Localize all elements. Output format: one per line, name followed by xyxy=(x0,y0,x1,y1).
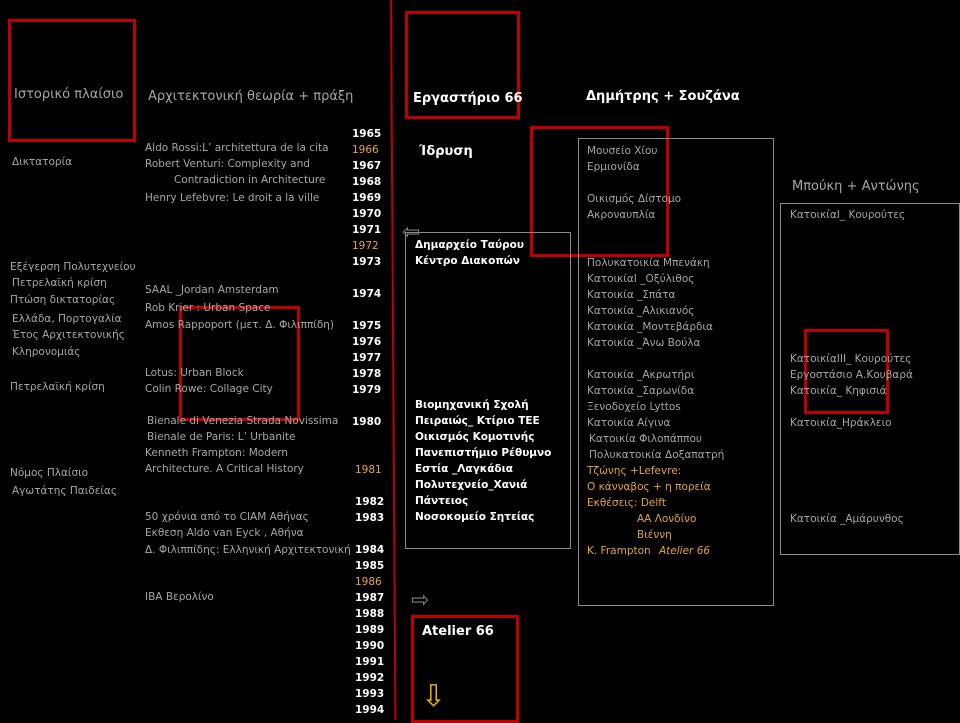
mpouki-project: ΚατοικίαΙΙΙ_ Κουρούτες xyxy=(790,353,912,365)
historical-event: Δικτατορία xyxy=(12,156,73,168)
historical-event: Πτώση δικτατορίας xyxy=(10,294,116,306)
timeline-divider-line xyxy=(390,0,396,720)
theory-practice-title: Αρχιτεκτονική θεωρία + πράξη xyxy=(148,89,354,104)
year-label: 1977 xyxy=(352,352,382,364)
year-label: 1966 xyxy=(352,144,379,156)
theory-item: SAAL _Jordan Amsterdam xyxy=(145,284,279,296)
ergastirio-title: Εργαστήριο 66 xyxy=(413,91,523,106)
ergastirio-project: Πολυτεχνείο_Χανιά xyxy=(415,479,528,491)
year-label: 1980 xyxy=(352,416,382,428)
year-label: 1984 xyxy=(355,544,385,556)
dimitris-project: Κατοικία _Σπάτα xyxy=(587,289,676,301)
ergastirio-project: Πειραιώς_ Κτίριο ΤΕΕ xyxy=(415,415,540,427)
mpouki-antonis-title: Μπούκη + Αντώνης xyxy=(792,179,920,194)
year-label: 1987 xyxy=(355,592,385,604)
historical-frame-box xyxy=(8,19,136,142)
theory-item: Δ. Φιλιππίδης: Ελληνική Αρχιτεκτονική xyxy=(145,544,351,556)
historical-context-title: Ιστορικό πλαίσιο xyxy=(14,87,124,102)
gray-right-arrow-icon: ⇨ xyxy=(411,588,430,613)
year-label: 1976 xyxy=(352,336,382,348)
dimitris-souzana-title: Δημήτρης + Σουζάνα xyxy=(586,89,740,104)
year-label: 1967 xyxy=(352,160,382,172)
ergastirio-project: Βιομηχανική Σχολή xyxy=(415,399,529,411)
dimitris-project: ΚατοικίαΙ _Οξύλιθος xyxy=(587,273,695,285)
dimitris-project: Κατοικία _Μοντεβάρδια xyxy=(587,321,713,333)
mpouki-project: Κατοικία _Αμάρυνθος xyxy=(790,513,904,525)
dimitris-project: Ερμιονίδα xyxy=(587,161,640,173)
historical-event: Νόμος Πλαίσιο xyxy=(10,467,89,479)
year-label: 1973 xyxy=(352,256,382,268)
year-label: 1972 xyxy=(352,240,379,252)
historical-event: Κληρονομιάς xyxy=(12,346,81,358)
ergastirio-project: Πανεπιστήμιο Ρέθυμνο xyxy=(415,447,552,459)
dimitris-project: Κατοικία _Σαρωνίδα xyxy=(587,385,695,397)
year-label: 1971 xyxy=(352,224,382,236)
theory-item: Aldo Rossi:L’ architettura de la cita xyxy=(145,142,329,154)
theory-item: Εκθεση Aldo van Eyck , Αθήνα xyxy=(145,527,304,539)
year-label: 1970 xyxy=(352,208,382,220)
theory-item: Bienale di Venezia Strada Novissima xyxy=(147,415,339,427)
idrysi-label: Ίδρυση xyxy=(419,144,473,159)
year-label: 1985 xyxy=(355,560,385,572)
dimitris-project: Κατοικία _Αλικιανός xyxy=(587,305,695,317)
theory-item: Bienale de Paris: L’ Urbanite xyxy=(147,431,296,443)
year-label: 1986 xyxy=(355,576,382,588)
year-label: 1969 xyxy=(352,192,382,204)
year-label: 1983 xyxy=(355,512,385,524)
historical-event: Πετρελαϊκή κρίση xyxy=(10,381,105,393)
theory-item: 50 χρόνια από το CIAM Αθήνας xyxy=(145,511,309,523)
ergastirio-project: Νοσοκομείο Σητείας xyxy=(415,511,535,523)
year-label: 1989 xyxy=(355,624,385,636)
dimitris-project: Πολυκατοικία Δοξαπατρή xyxy=(589,449,725,461)
dimitris-project: Κατοικία _Ακρωτήρι xyxy=(587,369,695,381)
dimitris-project: Βιέννη xyxy=(637,529,672,541)
year-label: 1991 xyxy=(355,656,385,668)
historical-event: Πετρελαϊκή κρίση xyxy=(12,277,107,289)
historical-event: Έτος Αρχιτεκτονικής xyxy=(12,329,125,341)
year-label: 1993 xyxy=(355,688,385,700)
dimitris-project: Ακροναυπλία xyxy=(587,209,656,221)
theory-item: Kenneth Frampton: Modern xyxy=(145,447,289,459)
atelier-66-title: Atelier 66 xyxy=(422,624,494,639)
dimitris-project: Atelier 66 xyxy=(659,545,711,557)
ergastirio-project: Πάντειος xyxy=(415,495,469,507)
theory-item: Architecture. A Critical History xyxy=(145,463,304,475)
dimitris-project: Ο κάνναβος + η πορεία xyxy=(587,481,711,493)
historical-event: Εξέγερση Πολυτεχνείου xyxy=(10,261,136,273)
theory-item: Rob Krier : Urban Space xyxy=(145,302,271,314)
ergastirio-project: Οικισμός Κομοτινής xyxy=(415,431,535,443)
dimitris-project: Τζώνης +Lefevre: xyxy=(587,465,682,477)
dimitris-project: K. Frampton xyxy=(587,545,651,557)
year-label: 1990 xyxy=(355,640,385,652)
dimitris-project: Πολυκατοικία Μπενάκη xyxy=(587,257,710,269)
mpouki-project: Εργοστάσιο Α.Κουβαρά xyxy=(790,369,913,381)
theory-item: Amos Rappoport (μετ. Δ. Φιλιππίδη) xyxy=(145,319,335,331)
ergastirio-project: Δημαρχείο Ταύρου xyxy=(415,239,524,251)
dimitris-project: Οικισμός Δίστομο xyxy=(587,193,682,205)
dimitris-project: Μουσείο Χίου xyxy=(587,145,658,157)
yellow-down-arrow-icon: ⇩ xyxy=(421,679,447,714)
ergastirio-project: Εστία _Λαγκάδια xyxy=(415,463,513,475)
year-label: 1988 xyxy=(355,608,385,620)
mpouki-project: Κατοικία_ Κηφισιά xyxy=(790,385,887,397)
theory-item: Henry Lefebvre: Le droit a la ville xyxy=(145,192,320,204)
theory-item: Lotus: Urban Block xyxy=(145,367,244,379)
theory-item: Robert Venturi: Complexity and xyxy=(145,158,310,170)
year-label: 1965 xyxy=(352,128,382,140)
dimitris-project: Κατοικία _Άνω Βούλα xyxy=(587,337,701,349)
historical-event: Αγωτάτης Παιδείας xyxy=(12,485,118,497)
dimitris-project: ΑΑ Λονδίνο xyxy=(637,513,697,525)
year-label: 1982 xyxy=(355,496,385,508)
dimitris-project: Εκθέσεις: Delft xyxy=(587,497,666,509)
year-label: 1975 xyxy=(352,320,382,332)
dimitris-project: Ξενοδοχείο Lyttos xyxy=(587,401,681,413)
mpouki-project: Κατοικία_Ηράκλειο xyxy=(790,417,892,429)
theory-item: Contradiction in Architecture xyxy=(174,174,326,186)
gray-left-arrow-icon: ⇦ xyxy=(402,220,421,245)
year-label: 1994 xyxy=(355,704,385,716)
year-label: 1981 xyxy=(355,464,382,476)
historical-event: Ελλάδα, Πορτογαλία xyxy=(12,313,122,325)
dimitris-project: Κατοικία Φιλοπάππου xyxy=(589,433,702,445)
year-label: 1974 xyxy=(352,288,382,300)
theory-item: IBA Βερολίνο xyxy=(145,591,214,603)
mpouki-project: ΚατοικίαΙ_ Κουρούτες xyxy=(790,209,906,221)
theory-item: Colin Rowe: Collage City xyxy=(145,383,273,395)
year-label: 1978 xyxy=(352,368,382,380)
year-label: 1968 xyxy=(352,176,382,188)
ergastirio-project: Κέντρο Διακοπών xyxy=(415,255,520,267)
year-label: 1979 xyxy=(352,384,382,396)
year-label: 1992 xyxy=(355,672,385,684)
dimitris-project: Κατοικία Αίγινα xyxy=(587,417,671,429)
